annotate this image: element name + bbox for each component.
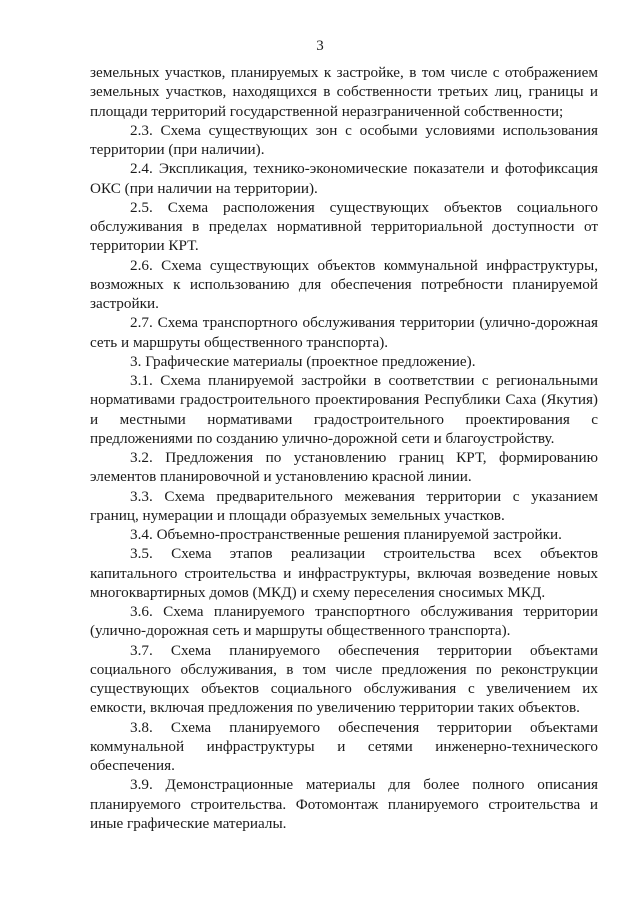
- paragraph-2-6: 2.6. Схема существующих объектов коммунальной инфраструктуры, возможных к использованию для обеспечения потребности планируемой застройки.: [90, 256, 598, 312]
- paragraph-3-7: 3.7. Схема планируемого обеспечения территории объектами социального обслуживания, в том числе предложения по реконструкции существующих объектов социального обслуживания с увеличением их емкости, включая предложения по увеличению территории таких объектов.: [90, 641, 598, 717]
- paragraph-3-1: 3.1. Схема планируемой застройки в соответствии с региональными нормативами градостроительного проектирования Республики Саха (Якутия) и местными нормативами градостроительного проектирования с предложениями по созданию улично-дорожной сети и благоустройству.: [90, 372, 598, 447]
- paragraph-3-6: 3.6. Схема планируемого транспортного обслуживания территории (улично-дорожная сеть и маршруты общественного транспорта).: [90, 603, 598, 640]
- paragraph-2-7: 2.7. Схема транспортного обслуживания территории (улично-дорожная сеть и маршруты общественного транспорта).: [90, 314, 598, 351]
- paragraph-continuation: земельных участков, планируемых к застройке, в том числе с отображением земельных участков, находящихся в собственности третьих лиц, границы и площади территорий государственной неразграниченной собственности;: [90, 64, 598, 120]
- document-body: [90, 63, 598, 833]
- paragraph-2-5: 2.5. Схема расположения существующих объектов социального обслуживания в пределах нормативной территориальной доступности от территории КРТ.: [90, 198, 598, 255]
- paragraph-2-4: 2.4. Экспликация, технико-экономические показатели и фотофиксация ОКС (при наличии на территории).: [90, 160, 598, 197]
- page-number: 3: [316, 38, 324, 54]
- paragraph-3-8: 3.8. Схема планируемого обеспечения территории объектами коммунальной инфраструктуры и сетями инженерно-технического обеспечения.: [90, 718, 598, 774]
- paragraph-3-5: 3.5. Схема этапов реализации строительства всех объектов капитального строительства и инфраструктуры, включая возведение новых многоквартирных домов (МКД) и схему переселения сносимых МКД.: [90, 545, 598, 601]
- paragraph-2-3: 2.3. Схема существующих зон с особыми условиями использования территории (при наличии).: [90, 121, 598, 158]
- paragraph-3-3: 3.3. Схема предварительного межевания территории с указанием границ, нумерации и площади образуемых земельных участков.: [90, 487, 598, 524]
- paragraph-3-9: 3.9. Демонстрационные материалы для более полного описания планируемого строительства. Фотомонтаж планируемого строительства и иные графические материалы.: [90, 776, 598, 832]
- paragraph-3-heading: 3. Графические материалы (проектное предложение).: [130, 352, 476, 370]
- paragraph-3-4: 3.4. Объемно-пространственные решения планируемой застройки.: [130, 526, 562, 543]
- paragraph-3-2: 3.2. Предложения по установлению границ КРТ, формированию элементов планировочной и установлению красной линии.: [90, 449, 598, 486]
